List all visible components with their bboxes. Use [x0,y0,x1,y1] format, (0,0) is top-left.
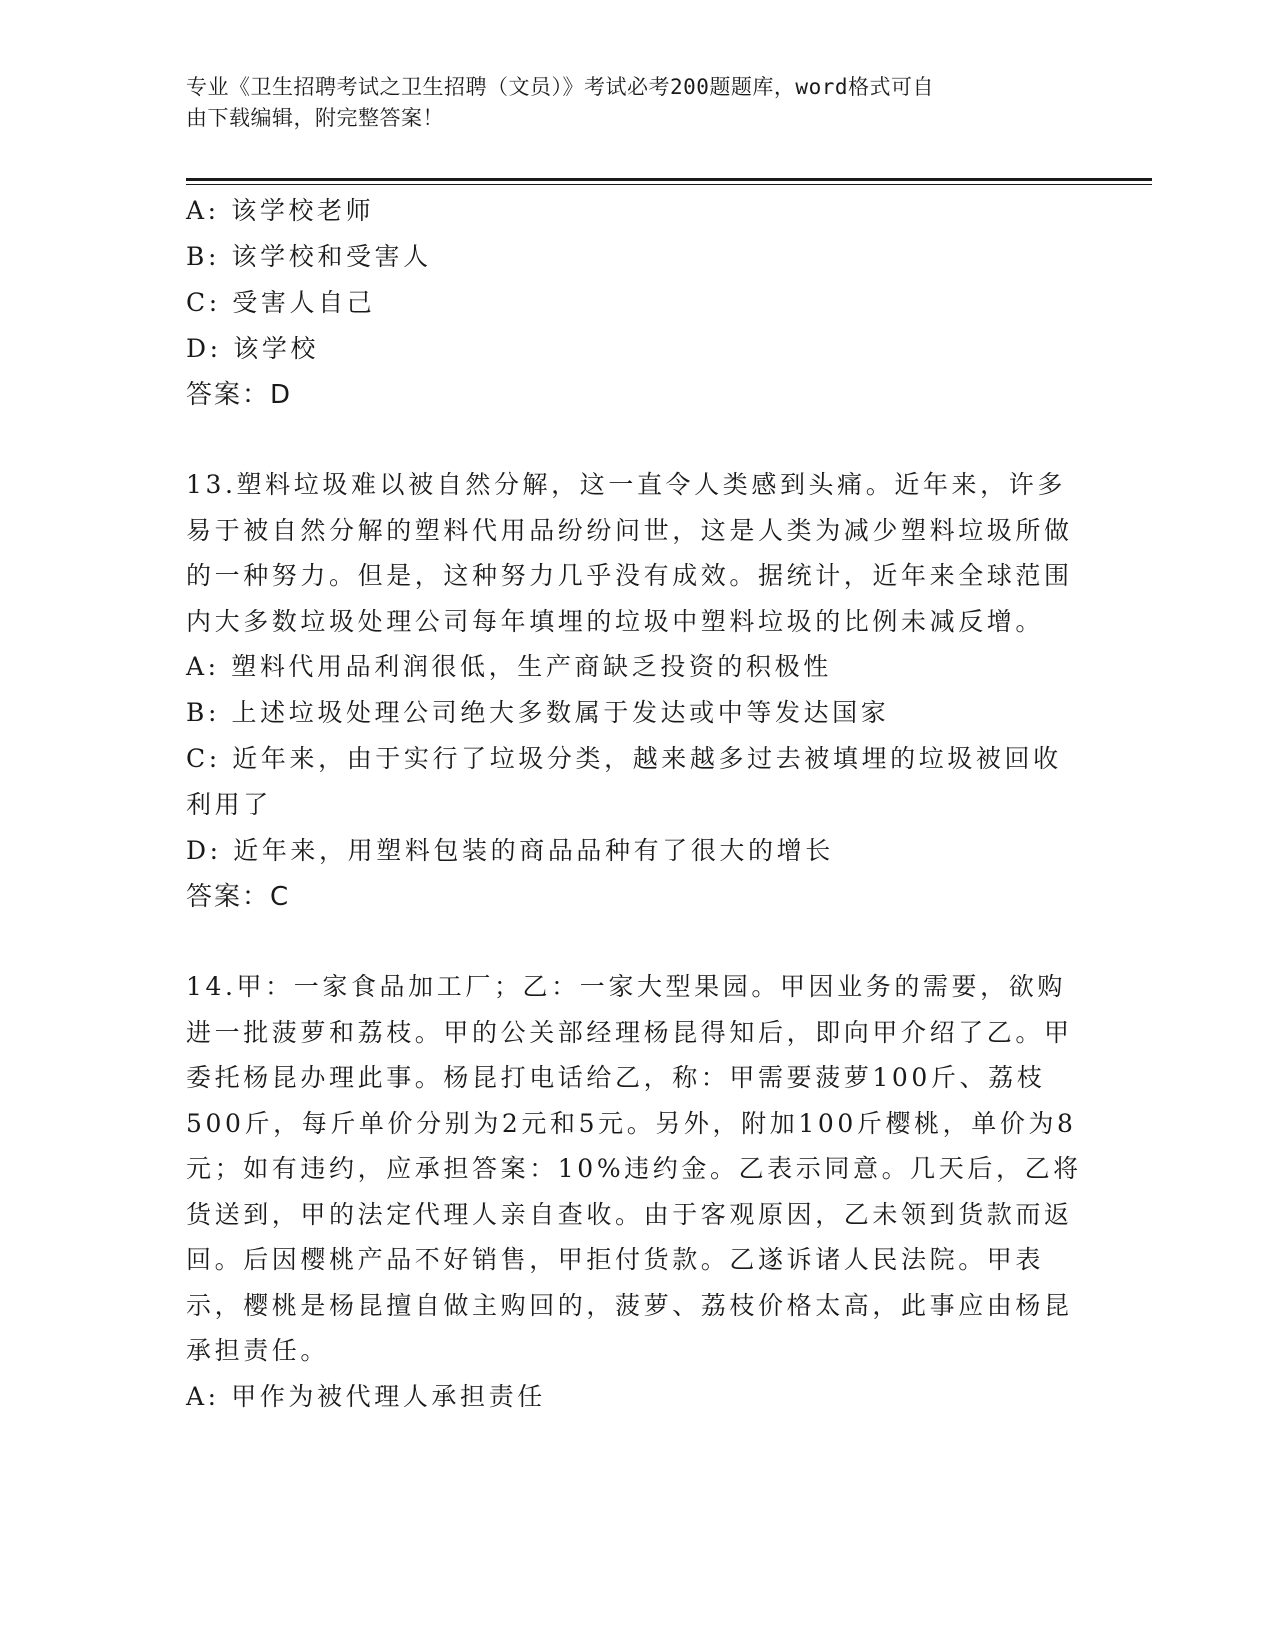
option-d: D: 该学校 [186,334,320,363]
question-13-block [186,462,1086,920]
option-a: A: 该学校老师 [186,196,375,225]
option-d: D: 近年来，用塑料包装的商品品种有了很大的增长 [186,836,834,865]
answer-line: 答案：C [186,882,291,912]
spacer [186,920,1086,964]
option-c: C: 近年来，由于实行了垃圾分类，越来越多过去被填埋的垃圾被回收利用了 [186,744,1062,819]
option-c: C: 受害人自己 [186,288,376,317]
option-b: B: 该学校和受害人 [186,242,432,271]
option-a: A: 塑料代用品利润很低，生产商缺乏投资的积极性 [186,652,832,681]
header-divider-thick [186,178,1152,181]
question-12-block [186,188,1086,418]
spacer [186,418,1086,462]
header-line-2: 由下载编辑，附完整答案！ [186,106,444,130]
header-divider-thin [186,184,1152,185]
answer-line: 答案：D [186,380,293,410]
option-a: A: 甲作为被代理人承担责任 [186,1381,546,1411]
question-text: 14.甲：一家食品加工厂；乙：一家大型果园。甲因业务的需要，欲购进一批菠萝和荔枝。甲的公关部经理杨昆得知后，即向甲介绍了乙。甲委托杨昆办理此事。杨昆打电话给乙，称：甲需要菠萝100斤、荔枝500斤，每斤单价分别为2元和5元。另外，附加100斤樱桃，单价为8元；如有违约，应承担答案：10%违约金。乙表示同意。几天后，乙将货送到，甲的法定代理人亲自查收。由于客观原因，乙未领到货款而返回。后因樱桃产品不好销售，甲拒付货款。乙遂诉诸人民法院。甲表示，樱桃是杨昆擅自做主购回的，菠萝、荔枝价格太高，此事应由杨昆承担责任。 [186,972,1082,1365]
question-text: 13.塑料垃圾难以被自然分解，这一直令人类感到头痛。近年来，许多易于被自然分解的塑料代用品纷纷问世，这是人类为减少塑料垃圾所做的一种努力。但是，这种努力几乎没有成效。据统计，近年来全球范围内大多数垃圾处理公司每年填埋的垃圾中塑料垃圾的比例未减反增。 [186,470,1073,636]
document-header [186,72,1066,134]
document-body [186,188,1086,1420]
header-line-1: 专业《卫生招聘考试之卫生招聘（文员）》考试必考200题题库，word格式可自 [186,75,934,99]
question-14-block [186,964,1086,1420]
option-b: B: 上述垃圾处理公司绝大多数属于发达或中等发达国家 [186,698,890,727]
